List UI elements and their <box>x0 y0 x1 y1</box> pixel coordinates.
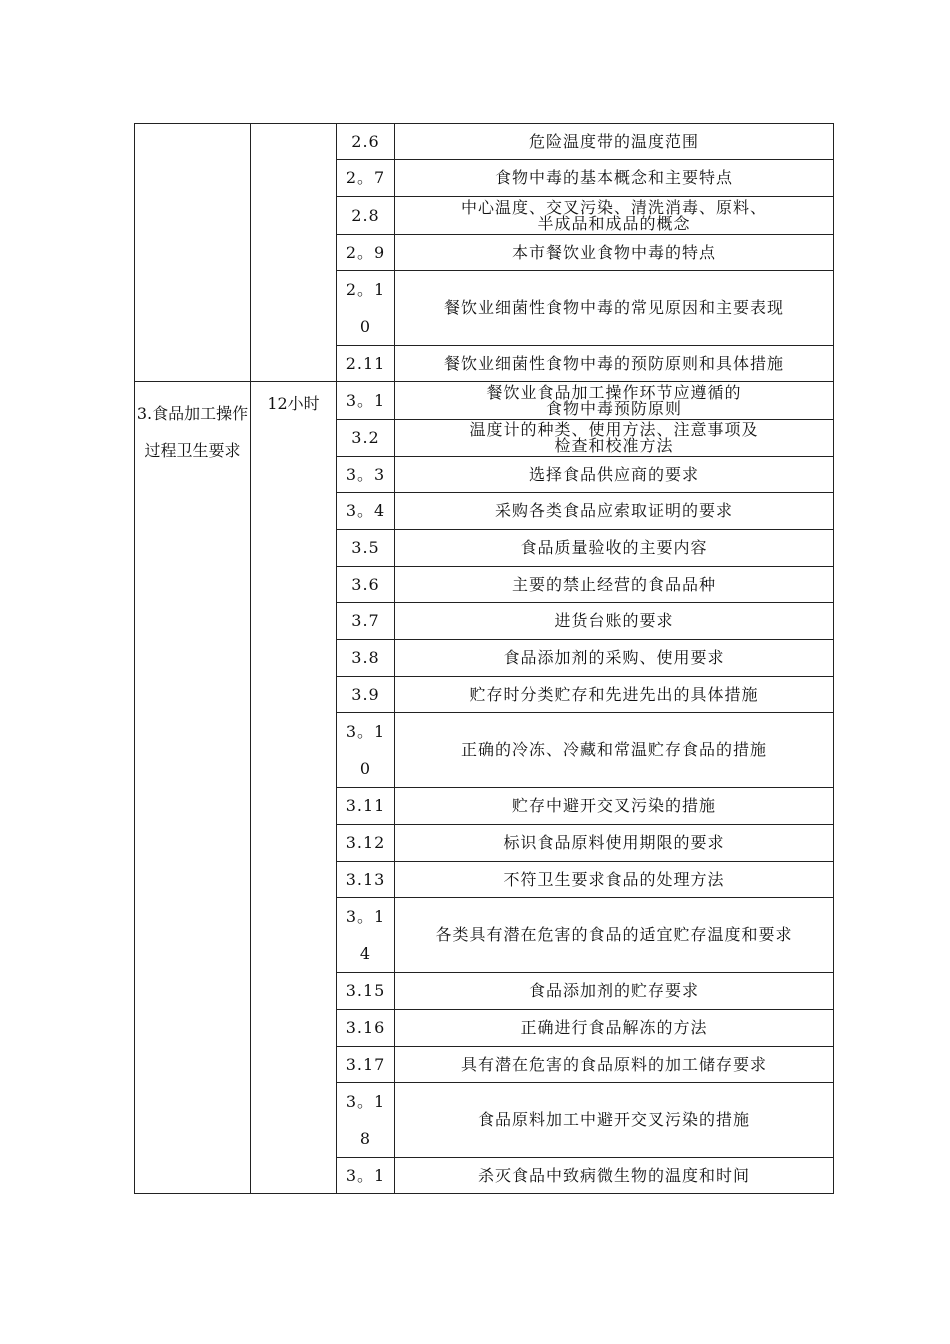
item-number: 3。4 <box>337 493 395 530</box>
item-number: 2.11 <box>337 346 395 382</box>
item-description: 选择食品供应商的要求 <box>395 457 834 493</box>
item-number: 3。1 4 <box>337 898 395 973</box>
item-number: 3。1 <box>337 1158 395 1194</box>
table-body <box>135 124 834 1194</box>
item-description: 食品添加剂的采购、使用要求 <box>395 640 834 677</box>
item-number: 3。1 <box>337 382 395 420</box>
curriculum-table <box>134 123 834 1194</box>
item-description: 中心温度、交叉污染、清洗消毒、原料、 半成品和成品的概念 <box>395 197 834 235</box>
item-number: 2。7 <box>337 160 395 197</box>
item-number: 3.5 <box>337 530 395 567</box>
item-description: 食品质量验收的主要内容 <box>395 530 834 567</box>
table-row <box>135 382 834 420</box>
item-description: 食物中毒的基本概念和主要特点 <box>395 160 834 197</box>
item-number: 2.6 <box>337 124 395 160</box>
item-description: 具有潜在危害的食品原料的加工储存要求 <box>395 1047 834 1083</box>
item-number: 3.15 <box>337 973 395 1010</box>
item-description: 杀灭食品中致病微生物的温度和时间 <box>395 1158 834 1194</box>
table-row <box>135 124 834 160</box>
item-number: 3.17 <box>337 1047 395 1083</box>
item-number: 3.2 <box>337 420 395 457</box>
topic-text <box>135 124 250 137</box>
item-number: 3。1 0 <box>337 713 395 788</box>
item-number: 3.13 <box>337 862 395 898</box>
item-description: 餐饮业细菌性食物中毒的常见原因和主要表现 <box>395 271 834 346</box>
item-number: 2.8 <box>337 197 395 235</box>
item-description: 食品原料加工中避开交叉污染的措施 <box>395 1083 834 1158</box>
item-description: 采购各类食品应索取证明的要求 <box>395 493 834 530</box>
item-description: 标识食品原料使用期限的要求 <box>395 825 834 862</box>
topic-cell <box>135 124 251 382</box>
item-description: 不符卫生要求食品的处理方法 <box>395 862 834 898</box>
item-number: 2。1 0 <box>337 271 395 346</box>
item-description: 正确的冷冻、冷藏和常温贮存食品的措施 <box>395 713 834 788</box>
item-number: 3.7 <box>337 603 395 640</box>
item-number: 2。9 <box>337 235 395 271</box>
hours-cell <box>251 382 337 1194</box>
hours-text: 12小时 <box>267 394 320 413</box>
item-number: 3。3 <box>337 457 395 493</box>
item-number: 3.12 <box>337 825 395 862</box>
item-number: 3.11 <box>337 788 395 825</box>
hours-cell <box>251 124 337 382</box>
topic-text: 3.食品加工操作过程卫生要求 <box>136 404 249 460</box>
item-description: 各类具有潜在危害的食品的适宜贮存温度和要求 <box>395 898 834 973</box>
item-number: 3.9 <box>337 677 395 713</box>
item-description: 餐饮业细菌性食物中毒的预防原则和具体措施 <box>395 346 834 382</box>
topic-cell <box>135 382 251 1194</box>
item-number: 3。1 8 <box>337 1083 395 1158</box>
item-description: 贮存时分类贮存和先进先出的具体措施 <box>395 677 834 713</box>
item-number: 3.6 <box>337 567 395 603</box>
item-description: 本市餐饮业食物中毒的特点 <box>395 235 834 271</box>
hours-text <box>251 124 336 138</box>
item-description: 进货台账的要求 <box>395 603 834 640</box>
item-description: 正确进行食品解冻的方法 <box>395 1010 834 1047</box>
item-description: 餐饮业食品加工操作环节应遵循的 食物中毒预防原则 <box>395 382 834 420</box>
item-description: 温度计的种类、使用方法、注意事项及 检查和校准方法 <box>395 420 834 457</box>
item-number: 3.16 <box>337 1010 395 1047</box>
item-description: 贮存中避开交叉污染的措施 <box>395 788 834 825</box>
item-description: 主要的禁止经营的食品品种 <box>395 567 834 603</box>
item-description: 食品添加剂的贮存要求 <box>395 973 834 1010</box>
item-description: 危险温度带的温度范围 <box>395 124 834 160</box>
item-number: 3.8 <box>337 640 395 677</box>
